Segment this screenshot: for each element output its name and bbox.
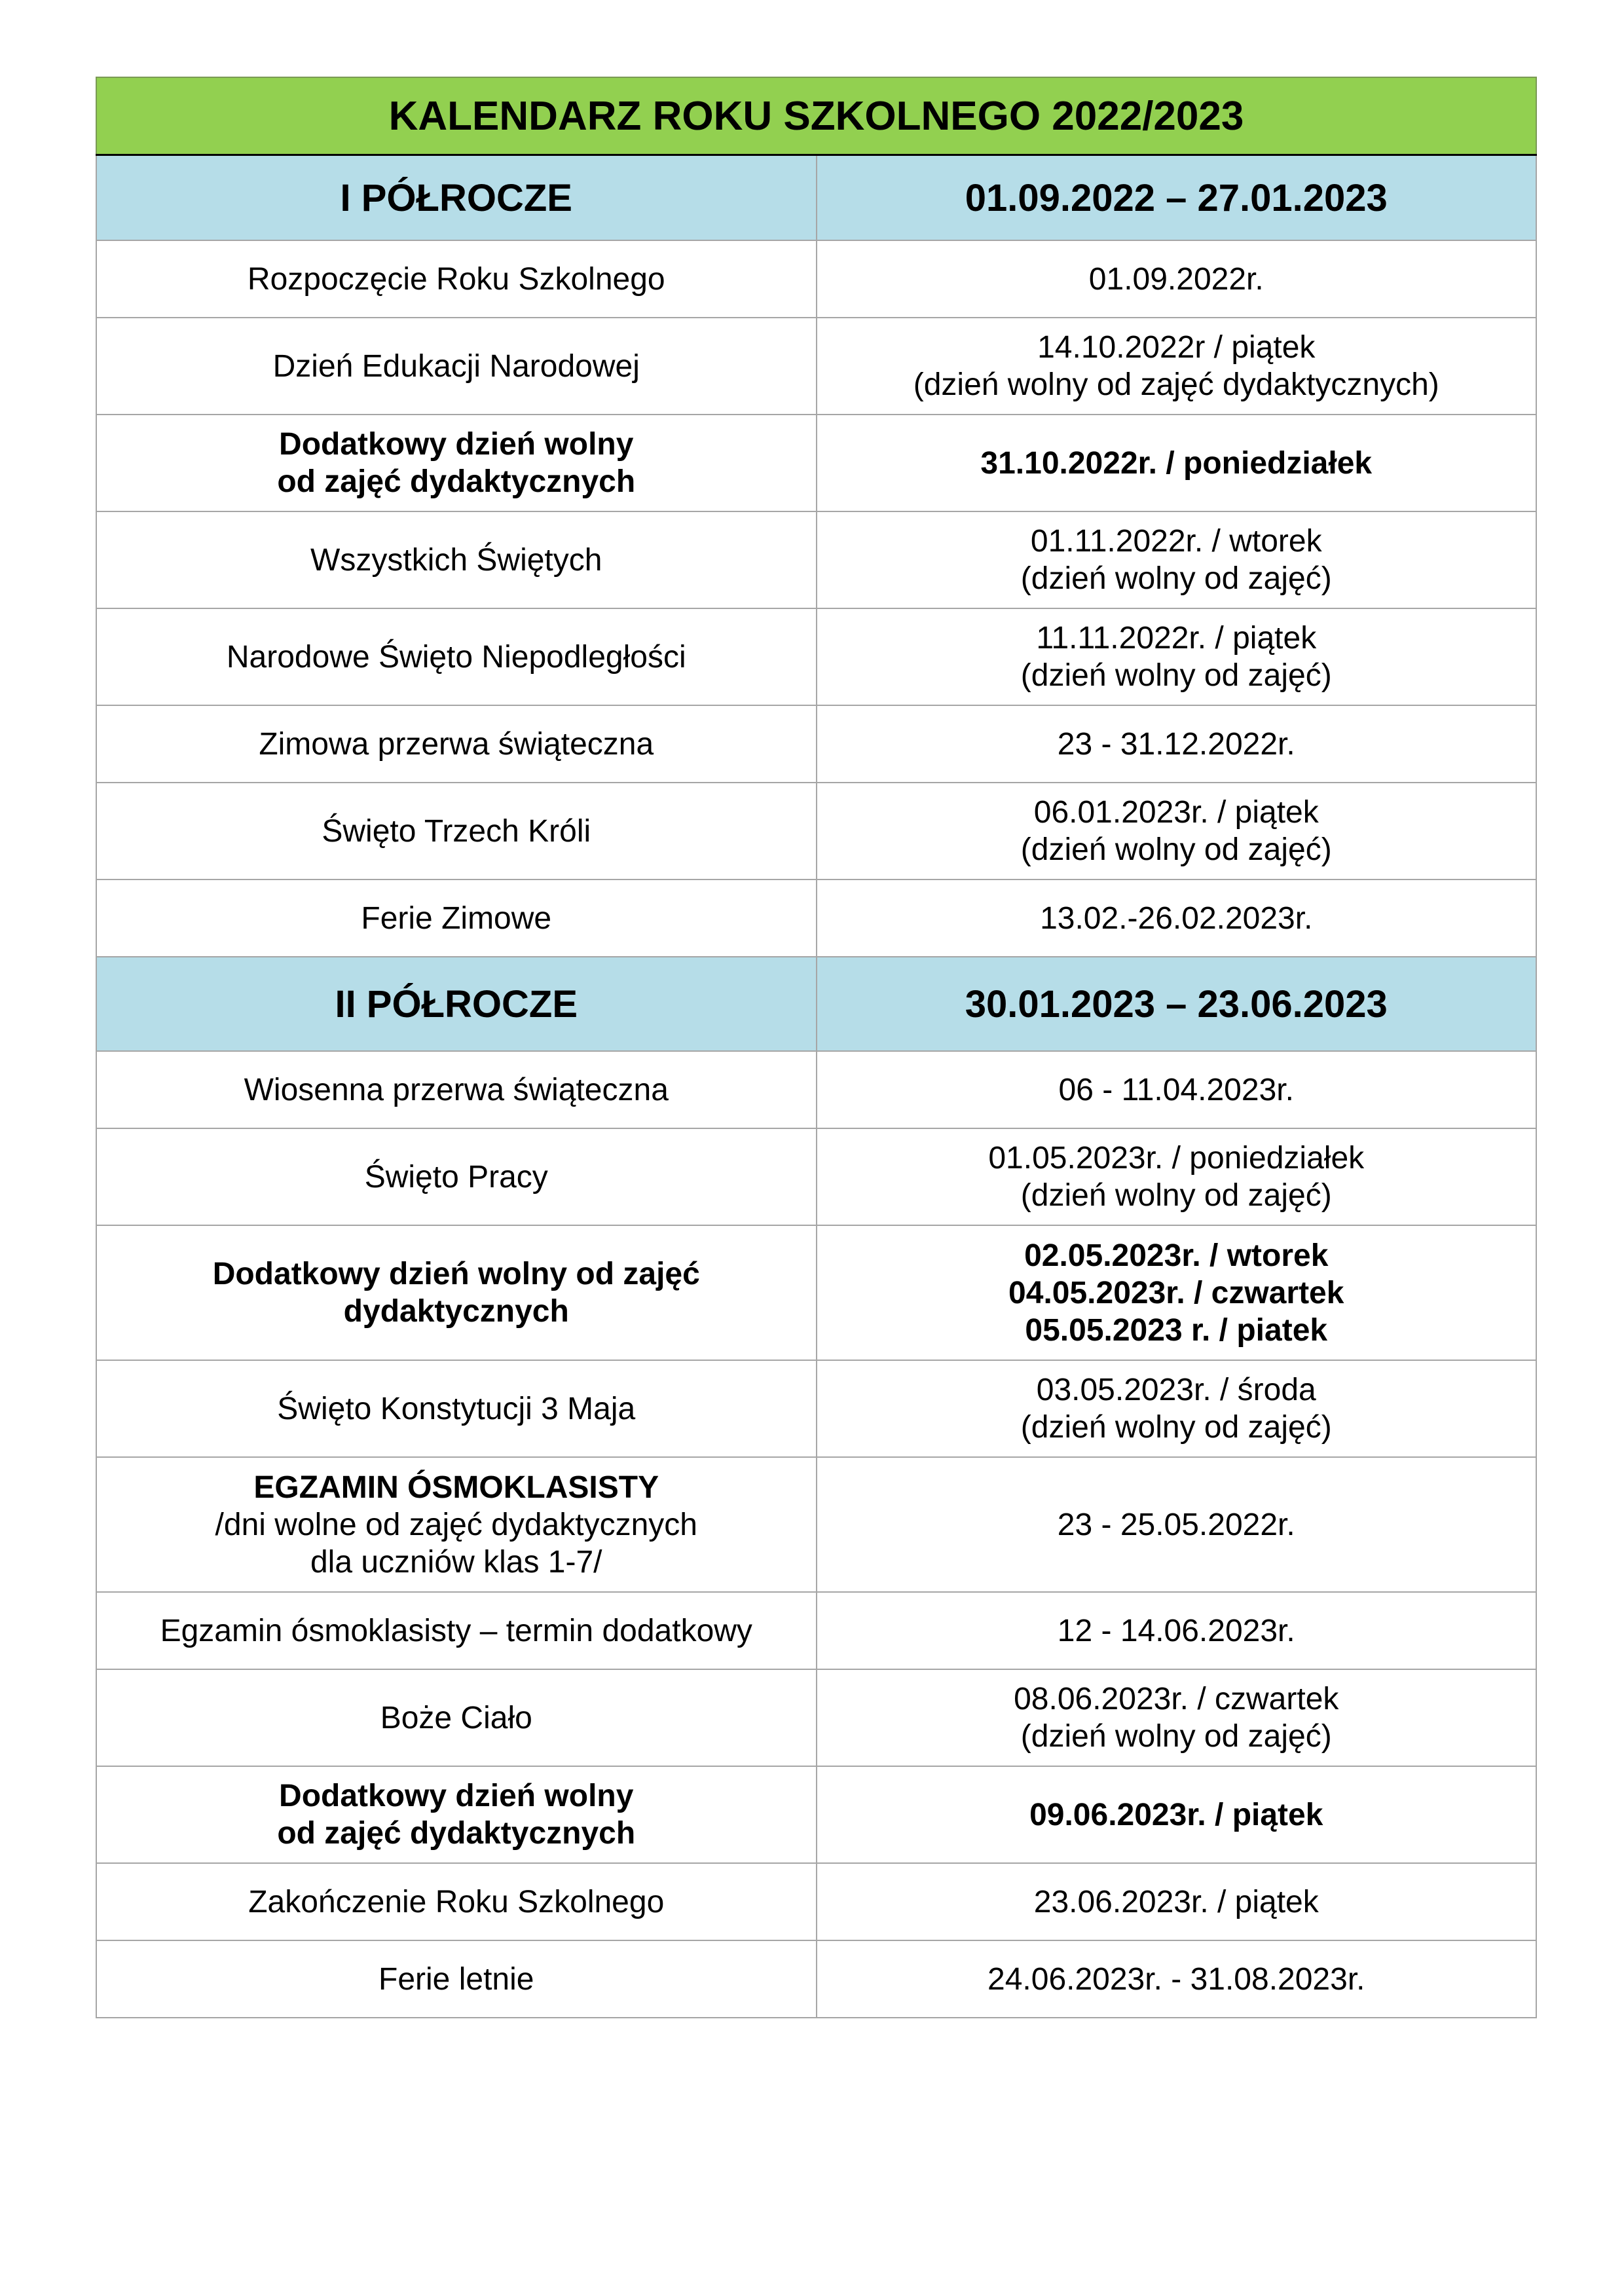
event-date-line: 13.02.-26.02.2023r.	[1040, 900, 1313, 936]
table-row	[96, 608, 1536, 705]
event-date-cell	[817, 1128, 1537, 1225]
event-date-cell	[817, 415, 1537, 511]
event-name-cell	[96, 318, 817, 415]
table-row	[96, 1128, 1536, 1225]
table-row	[96, 783, 1536, 880]
event-name-line: Święto Konstytucji 3 Maja	[277, 1391, 636, 1426]
event-date-line: 11.11.2022r. / piątek	[1036, 621, 1317, 656]
event-date-line: 05.05.2023 r. / piatek	[1025, 1312, 1328, 1348]
semester-header-row	[96, 155, 1536, 241]
event-date-line: 01.05.2023r. / poniedziałek	[988, 1141, 1365, 1176]
event-date-line: 31.10.2022r. / poniedziałek	[980, 445, 1373, 481]
event-name-line: Boże Ciało	[380, 1700, 532, 1735]
table-row	[96, 1669, 1536, 1766]
event-date-cell	[817, 1766, 1537, 1863]
event-name-cell	[96, 415, 817, 511]
table-row	[96, 1592, 1536, 1669]
event-name-cell	[96, 1128, 817, 1225]
event-name-line: Zakończenie Roku Szkolnego	[248, 1884, 665, 1919]
event-date-cell	[817, 1940, 1537, 2018]
event-date-line: (dzień wolny od zajęć dydaktycznych)	[913, 367, 1439, 402]
event-name-line: Dzień Edukacji Narodowej	[272, 348, 640, 384]
table-row	[96, 1766, 1536, 1863]
event-date-line: 23 - 25.05.2022r.	[1057, 1507, 1295, 1542]
semester-range: 30.01.2023 – 23.06.2023	[817, 957, 1537, 1051]
table-row	[96, 415, 1536, 511]
event-date-cell	[817, 1863, 1537, 1940]
event-name-cell	[96, 1051, 817, 1128]
event-date-line: 02.05.2023r. / wtorek	[1024, 1238, 1329, 1273]
event-date-line: 06 - 11.04.2023r.	[1058, 1072, 1294, 1107]
table-row	[96, 511, 1536, 608]
event-date-cell	[817, 608, 1537, 705]
event-date-line: 03.05.2023r. / środa	[1036, 1373, 1316, 1407]
event-date-cell	[817, 1669, 1537, 1766]
event-name-line: od zajęć dydaktycznych	[277, 464, 636, 499]
event-name-line: dydaktycznych	[343, 1294, 569, 1329]
event-name-line: EGZAMIN ÓSMOKLASISTY	[253, 1470, 659, 1505]
event-date-line: 23.06.2023r. / piątek	[1033, 1884, 1319, 1919]
event-name-cell	[96, 1863, 817, 1940]
event-name-line: Ferie letnie	[378, 1961, 534, 1997]
event-name-line: Święto Pracy	[364, 1159, 548, 1194]
event-name-cell	[96, 705, 817, 783]
event-date-cell	[817, 1051, 1537, 1128]
semester-range: 01.09.2022 – 27.01.2023	[817, 155, 1537, 241]
event-date-cell	[817, 705, 1537, 783]
table-row	[96, 1360, 1536, 1457]
event-date-line: (dzień wolny od zajęć)	[1020, 832, 1332, 867]
event-date-cell	[817, 1360, 1537, 1457]
title-row	[96, 77, 1536, 155]
table-row	[96, 1457, 1536, 1592]
event-name-line: Narodowe Święto Niepodległości	[226, 639, 686, 675]
event-name-line: Rozpoczęcie Roku Szkolnego	[247, 261, 665, 297]
event-name-cell	[96, 608, 817, 705]
event-date-line: (dzień wolny od zajęć)	[1020, 1178, 1332, 1213]
table-row	[96, 1863, 1536, 1940]
school-calendar-table	[96, 77, 1537, 2018]
event-name-cell	[96, 511, 817, 608]
event-date-line: 04.05.2023r. / czwartek	[1008, 1275, 1344, 1310]
event-name-cell	[96, 1225, 817, 1360]
event-date-line: 12 - 14.06.2023r.	[1057, 1613, 1295, 1648]
table-row	[96, 1225, 1536, 1360]
event-name-cell	[96, 1360, 817, 1457]
event-name-cell	[96, 880, 817, 957]
event-date-line: 24.06.2023r. - 31.08.2023r.	[987, 1961, 1365, 1997]
event-date-cell	[817, 318, 1537, 415]
event-date-line: (dzień wolny od zajęć)	[1020, 561, 1332, 596]
event-date-line: (dzień wolny od zajęć)	[1020, 1719, 1332, 1754]
event-name-cell	[96, 1457, 817, 1592]
event-name-line: od zajęć dydaktycznych	[277, 1816, 636, 1851]
event-name-line: Egzamin ósmoklasisty – termin dodatkowy	[160, 1613, 752, 1648]
table-row	[96, 705, 1536, 783]
event-name-cell	[96, 1669, 817, 1766]
event-name-cell	[96, 1940, 817, 2018]
event-date-cell	[817, 1225, 1537, 1360]
semester-name: I PÓŁROCZE	[96, 155, 817, 241]
event-date-line: 14.10.2022r / piątek	[1037, 330, 1316, 365]
event-date-line: 23 - 31.12.2022r.	[1057, 726, 1295, 762]
event-date-line: 01.09.2022r.	[1088, 261, 1264, 297]
table-row	[96, 318, 1536, 415]
event-date-cell	[817, 511, 1537, 608]
event-date-line: 01.11.2022r. / wtorek	[1030, 524, 1322, 559]
table-row	[96, 1940, 1536, 2018]
event-name-line: Ferie Zimowe	[361, 900, 552, 936]
event-date-line: 09.06.2023r. / piątek	[1029, 1797, 1323, 1832]
calendar-title: KALENDARZ ROKU SZKOLNEGO 2022/2023	[96, 77, 1536, 155]
event-name-line: dla uczniów klas 1-7/	[310, 1544, 602, 1580]
event-name-line: Dodatkowy dzień wolny	[279, 427, 634, 462]
event-date-line: (dzień wolny od zajęć)	[1020, 1410, 1332, 1445]
event-date-cell	[817, 1592, 1537, 1669]
event-name-line: Dodatkowy dzień wolny	[279, 1779, 634, 1813]
calendar-body	[96, 77, 1536, 2018]
event-date-cell	[817, 783, 1537, 880]
event-name-cell	[96, 1592, 817, 1669]
event-date-line: 06.01.2023r. / piątek	[1033, 795, 1319, 830]
table-row	[96, 240, 1536, 318]
event-name-line: Wiosenna przerwa świąteczna	[244, 1072, 669, 1107]
event-name-line: /dni wolne od zajęć dydaktycznych	[215, 1507, 697, 1542]
event-name-line: Dodatkowy dzień wolny od zajęć	[212, 1257, 700, 1291]
table-row	[96, 1051, 1536, 1128]
event-date-cell	[817, 880, 1537, 957]
event-name-cell	[96, 783, 817, 880]
event-name-line: Zimowa przerwa świąteczna	[259, 726, 654, 762]
event-name-line: Wszystkich Świętych	[310, 542, 602, 578]
event-date-cell	[817, 240, 1537, 318]
table-row	[96, 880, 1536, 957]
event-date-line: 08.06.2023r. / czwartek	[1014, 1682, 1339, 1716]
event-date-cell	[817, 1457, 1537, 1592]
event-name-cell	[96, 240, 817, 318]
event-name-cell	[96, 1766, 817, 1863]
semester-header-row	[96, 957, 1536, 1051]
event-name-line: Święto Trzech Króli	[322, 813, 591, 849]
event-date-line: (dzień wolny od zajęć)	[1020, 658, 1332, 693]
semester-name: II PÓŁROCZE	[96, 957, 817, 1051]
